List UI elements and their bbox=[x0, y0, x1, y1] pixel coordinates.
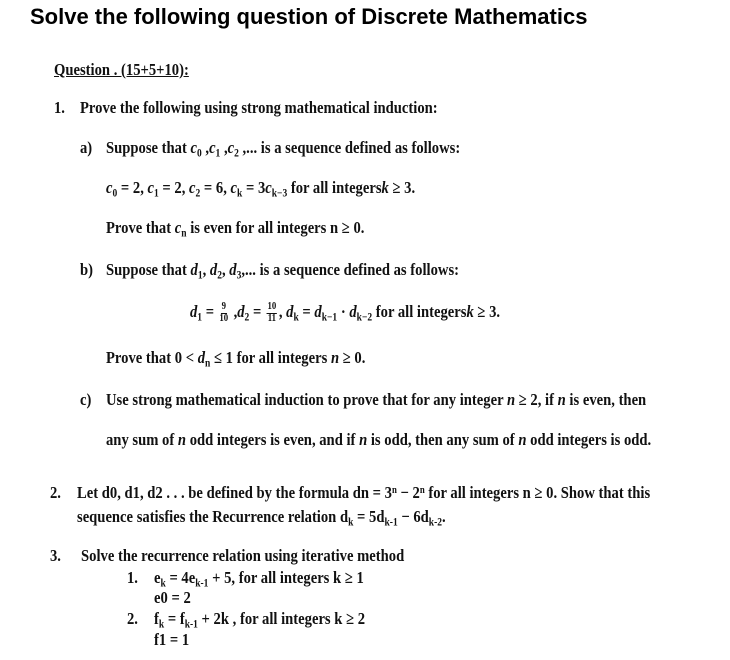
math-variable: d bbox=[190, 260, 198, 279]
text-segment: for all integers bbox=[372, 302, 467, 321]
text-segment: e0 = 2 bbox=[154, 588, 191, 607]
math-variable: n bbox=[359, 430, 368, 449]
text-segment: for all integers bbox=[287, 178, 382, 197]
subscript: 0 bbox=[196, 147, 202, 160]
subscript: k-1 bbox=[184, 618, 198, 631]
subscript: k-2 bbox=[428, 516, 443, 529]
page-title: Solve the following question of Discrete Mathematics bbox=[30, 4, 588, 29]
math-variable: n bbox=[330, 348, 340, 367]
q2-number bbox=[50, 483, 61, 503]
text-segment: 2. bbox=[127, 609, 138, 628]
text-segment: = 2, bbox=[117, 178, 148, 197]
q3-2-number bbox=[127, 609, 138, 629]
math-variable: d bbox=[349, 302, 357, 321]
text-segment: Prove that bbox=[106, 218, 175, 237]
q1b-text bbox=[106, 260, 459, 281]
text-segment: = 4e bbox=[165, 568, 196, 587]
subscript: 1 bbox=[215, 147, 221, 160]
text-segment: ≥ 2, if bbox=[515, 390, 558, 409]
math-variable: d bbox=[229, 260, 237, 279]
subscript: k-1 bbox=[195, 577, 209, 590]
math-variable: d bbox=[197, 348, 206, 367]
text-segment: = 3 bbox=[242, 178, 266, 197]
text-segment: odd integers is odd. bbox=[526, 430, 652, 449]
math-variable: d bbox=[190, 302, 198, 321]
text-segment: Let d0, d1, d2 . . . be defined by the formula dn = 3 bbox=[77, 483, 392, 502]
text-segment: a) bbox=[80, 138, 93, 157]
text-segment: ,... is a sequence defined as follows: bbox=[238, 138, 461, 157]
subscript: k bbox=[158, 618, 165, 631]
math-variable: c bbox=[106, 178, 113, 197]
q1-text bbox=[80, 98, 438, 118]
subscript: k−1 bbox=[321, 311, 338, 324]
subscript: k bbox=[293, 311, 299, 324]
math-variable: d bbox=[209, 260, 218, 279]
subscript: 3 bbox=[236, 269, 242, 282]
fraction bbox=[219, 302, 228, 323]
math-variable: k bbox=[466, 302, 474, 321]
q1c-text-2 bbox=[106, 430, 651, 450]
q2-text-2 bbox=[77, 507, 446, 528]
text-segment: 3. bbox=[50, 546, 61, 565]
text-segment: , bbox=[221, 260, 230, 279]
text-segment: . bbox=[442, 507, 446, 526]
text-segment: ≥ 3. bbox=[388, 178, 416, 197]
q1b-equation bbox=[190, 302, 500, 324]
text-segment: e bbox=[154, 568, 161, 587]
text-segment: is even, then bbox=[565, 390, 647, 409]
q3-text bbox=[81, 546, 404, 566]
subscript: k bbox=[348, 516, 354, 529]
text-segment: = 2, bbox=[158, 178, 190, 197]
text-segment: 1. bbox=[127, 568, 138, 587]
text-segment: = bbox=[249, 302, 265, 321]
q1b-prove bbox=[106, 348, 365, 369]
math-variable: c bbox=[209, 138, 216, 157]
fraction-denominator: 10 bbox=[219, 312, 229, 324]
fraction-numerator: 10 bbox=[267, 301, 277, 313]
subscript: 0 bbox=[112, 187, 118, 200]
text-segment: = f bbox=[164, 609, 185, 628]
text-segment: ,... is a sequence defined as follows: bbox=[241, 260, 460, 279]
underlined-heading: Question . (15+5+10): bbox=[54, 60, 189, 79]
subscript: k-1 bbox=[384, 516, 398, 529]
text-segment: c) bbox=[80, 390, 92, 409]
subscript: 2 bbox=[234, 147, 239, 160]
q1a-label bbox=[80, 138, 92, 158]
fraction-denominator: 11 bbox=[267, 312, 277, 324]
q1-number bbox=[54, 98, 65, 118]
text-segment: = bbox=[202, 302, 218, 321]
math-variable: c bbox=[265, 178, 272, 197]
text-segment: , bbox=[201, 138, 210, 157]
math-variable: c bbox=[174, 218, 182, 237]
superscript: n bbox=[419, 484, 425, 496]
text-segment: sequence satisfies the Recurrence relation d bbox=[77, 507, 349, 526]
text-segment: · bbox=[337, 302, 350, 321]
text-segment: for all integers n ≥ 0. Show that this bbox=[424, 483, 651, 502]
subscript: k−2 bbox=[356, 311, 373, 324]
subscript: n bbox=[205, 357, 211, 370]
text-segment: b) bbox=[80, 260, 94, 279]
text-segment: = bbox=[298, 302, 315, 321]
text-segment: , bbox=[229, 302, 238, 321]
text-segment: any sum of bbox=[106, 430, 178, 449]
math-variable: n bbox=[557, 390, 566, 409]
math-variable: c bbox=[190, 138, 197, 157]
text-segment: Prove that 0 < bbox=[106, 348, 198, 367]
q3-number bbox=[50, 546, 61, 566]
math-variable: c bbox=[147, 178, 154, 197]
subscript: k−3 bbox=[271, 187, 288, 200]
subscript: 1 bbox=[197, 311, 203, 324]
subscript: n bbox=[181, 227, 187, 240]
subscript: 1 bbox=[153, 187, 159, 200]
text-segment: ≤ 1 for all integers bbox=[210, 348, 331, 367]
text-segment: ≥ 3. bbox=[473, 302, 501, 321]
text-segment: odd integers is even, and if bbox=[186, 430, 360, 449]
q1a-prove bbox=[106, 218, 364, 239]
fraction bbox=[267, 302, 277, 323]
math-variable: d bbox=[286, 302, 294, 321]
math-variable: d bbox=[237, 302, 245, 321]
text-segment: = 6, bbox=[200, 178, 231, 197]
text-segment: Suppose that bbox=[106, 138, 191, 157]
text-segment: + 5, for all integers k ≥ 1 bbox=[208, 568, 364, 587]
subscript: 1 bbox=[197, 269, 203, 282]
q1c-label bbox=[80, 390, 91, 410]
subscript: 2 bbox=[217, 269, 222, 282]
text-segment: ≥ 0. bbox=[339, 348, 366, 367]
text-segment: Prove the following using strong mathematical induction: bbox=[80, 98, 438, 117]
text-segment: Solve the recurrence relation using iterative method bbox=[81, 546, 405, 565]
text-segment: 1. bbox=[54, 98, 65, 117]
subscript: 2 bbox=[195, 187, 201, 200]
math-variable: c bbox=[189, 178, 196, 197]
q3-1-initial bbox=[154, 588, 191, 608]
text-segment: = 5d bbox=[353, 507, 385, 526]
q3-1-equation bbox=[154, 568, 364, 589]
q1c-text-1 bbox=[106, 390, 646, 410]
q3-1-number bbox=[127, 568, 138, 588]
math-variable: n bbox=[177, 430, 187, 449]
fraction-numerator: 9 bbox=[221, 301, 226, 313]
text-segment: , bbox=[278, 302, 287, 321]
math-variable: n bbox=[506, 390, 516, 409]
text-segment: Use strong mathematical induction to prove that for any integer bbox=[106, 390, 507, 409]
q1a-text bbox=[106, 138, 460, 159]
subscript: k bbox=[237, 187, 243, 200]
text-segment: f bbox=[154, 609, 159, 628]
q3-2-equation bbox=[154, 609, 365, 630]
text-segment: is odd, then any sum of bbox=[367, 430, 519, 449]
math-variable: d bbox=[314, 302, 322, 321]
q3-2-initial bbox=[154, 630, 189, 650]
text-segment: + 2k , for all integers k ≥ 2 bbox=[197, 609, 366, 628]
text-segment: , bbox=[220, 138, 228, 157]
math-variable: c bbox=[227, 138, 235, 157]
q2-text-1 bbox=[77, 483, 650, 503]
question-header bbox=[54, 60, 189, 80]
text-segment: 2. bbox=[50, 483, 61, 502]
text-segment: − 6d bbox=[397, 507, 429, 526]
text-segment: Suppose that bbox=[106, 260, 191, 279]
text-segment: , bbox=[202, 260, 210, 279]
subscript: 2 bbox=[244, 311, 250, 324]
math-variable: k bbox=[381, 178, 389, 197]
q1b-label bbox=[80, 260, 93, 280]
text-segment: − 2 bbox=[396, 483, 420, 502]
math-variable: n bbox=[518, 430, 527, 449]
q1a-equation bbox=[106, 178, 415, 199]
text-segment: is even for all integers n ≥ 0. bbox=[186, 218, 365, 237]
text-segment: f1 = 1 bbox=[154, 630, 190, 649]
superscript: n bbox=[391, 484, 397, 496]
math-variable: c bbox=[230, 178, 238, 197]
subscript: k bbox=[160, 577, 166, 590]
